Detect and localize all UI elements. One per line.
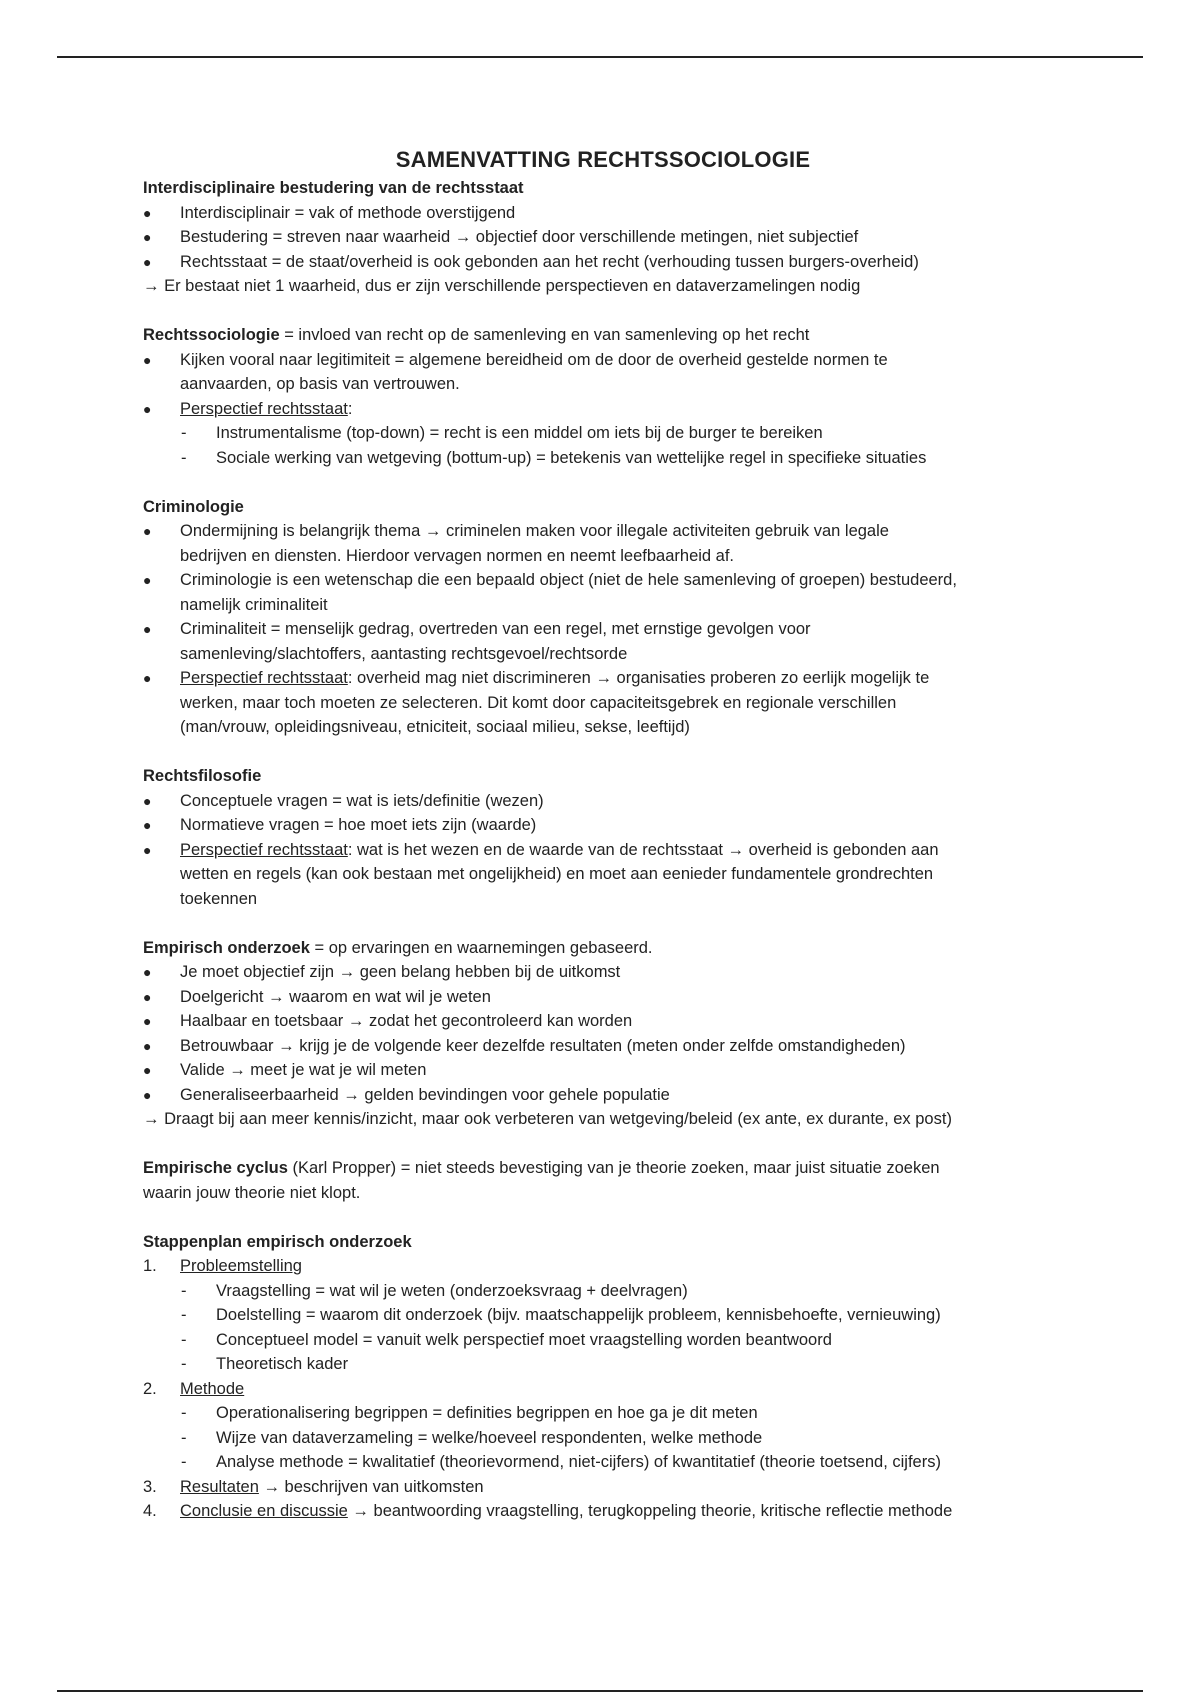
dash-icon: - bbox=[181, 1428, 187, 1447]
bullet-icon: ● bbox=[143, 253, 152, 270]
conclusion-line: → Draagt bij aan meer kennis/inzicht, maar ook verbeteren van wetgeving/beleid (ex ante, ex durante, ex post) bbox=[143, 1110, 952, 1128]
bullet-list bbox=[143, 789, 1063, 912]
bullet-icon: ● bbox=[143, 400, 152, 417]
sub-list-item: - Analyse methode = kwalitatief (theorievormend, niet-cijfers) of kwantitatief (theorie toetsend, cijfers) bbox=[143, 1450, 1063, 1475]
list-item: ● Perspectief rechtsstaat: overheid mag niet discrimineren → organisaties proberen zo eerlijk mogelijk te werken, maar toch moeten ze selecteren. Dit komt door capaciteitsgebrek en regionale verschillen (man/vrouw, opleidingsniveau, etniciteit, sociaal milieu, sekse, leeftijd) bbox=[143, 666, 1063, 740]
step-item: 1. Probleemstelling bbox=[143, 1254, 1063, 1279]
list-item bbox=[143, 201, 1063, 226]
dash-icon: - bbox=[181, 424, 187, 442]
sub-list-item: - Doelstelling = waarom dit onderzoek (bijv. maatschappelijk probleem, kennisbehoefte, vernieuwing) bbox=[143, 1303, 1063, 1328]
bullet-icon: ● bbox=[143, 1086, 152, 1103]
section-heading: Rechtssociologie = invloed van recht op de samenleving en van samenleving op het recht bbox=[143, 326, 810, 344]
numbered-list bbox=[143, 1254, 1063, 1524]
bullet-icon: ● bbox=[143, 1013, 152, 1029]
conclusion-line: → Er bestaat niet 1 waarheid, dus er zijn verschillende perspectieven en dataverzamelingen nodig bbox=[143, 277, 861, 295]
list-item: ● Je moet objectief zijn → geen belang hebben bij de uitkomst bbox=[143, 960, 1063, 985]
bullet-icon: ● bbox=[143, 229, 152, 245]
bullet-icon: ● bbox=[143, 1037, 152, 1054]
list-item-text: Rechtsstaat = de staat/overheid is ook gebonden aan het recht (verhouding tussen burgers-overheid) bbox=[180, 252, 919, 271]
list-item: ● Doelgericht → waarom en wat wil je weten bbox=[143, 985, 1063, 1010]
bullet-icon: ● bbox=[143, 572, 152, 588]
list-item: ● Betrouwbaar → krijg je de volgende keer dezelfde resultaten (meten onder zelfde omstandigheden) bbox=[143, 1034, 1063, 1059]
step-item: 2. Methode bbox=[143, 1377, 1063, 1402]
section-heading: Empirisch onderzoek = op ervaringen en waarnemingen gebaseerd. bbox=[143, 938, 653, 957]
section-criminologie bbox=[143, 495, 1063, 740]
list-item: ● Perspectief rechtsstaat: wat is het wezen en de waarde van de rechtsstaat → overheid is gebonden aan wetten en regels (kan ook bestaan met ongelijkheid) en moet aan eenieder fundamentele grondrechten toekennen bbox=[143, 838, 1063, 912]
dash-icon: - bbox=[181, 1330, 187, 1349]
step-item: 3. Resultaten → beschrijven van uitkomsten bbox=[143, 1475, 1063, 1500]
section-rechtsfilosofie bbox=[143, 764, 1063, 911]
list-item: ● Generaliseerbaarheid → gelden bevindingen voor gehele populatie bbox=[143, 1083, 1063, 1108]
step-number: 2. bbox=[143, 1379, 157, 1398]
list-item: ● Normatieve vragen = hoe moet iets zijn (waarde) bbox=[143, 813, 1063, 838]
bullet-list bbox=[143, 519, 1063, 740]
list-item-text: Interdisciplinair = vak of methode overstijgend bbox=[180, 203, 516, 222]
list-item-text: Bestudering = streven naar waarheid → objectief door verschillende metingen, niet subjectief bbox=[180, 228, 859, 246]
sub-list-item: - Vraagstelling = wat wil je weten (onderzoeksvraag + deelvragen) bbox=[143, 1279, 1063, 1304]
step-number: 3. bbox=[143, 1477, 157, 1496]
bullet-list bbox=[143, 960, 1063, 1107]
bullet-icon: ● bbox=[143, 817, 152, 833]
list-item: ● Haalbaar en toetsbaar → zodat het gecontroleerd kan worden bbox=[143, 1009, 1063, 1034]
dash-icon: - bbox=[181, 1355, 187, 1373]
bullet-icon: ● bbox=[143, 792, 152, 809]
bullet-icon: ● bbox=[143, 1062, 152, 1078]
bullet-list bbox=[143, 201, 1063, 275]
paragraph-line: Empirische cyclus (Karl Propper) = niet steeds bevestiging van je theorie zoeken, maar juist situatie zoeken bbox=[143, 1159, 940, 1177]
list-item: ● Criminologie is een wetenschap die een bepaald object (niet de hele samenleving of groepen) bestudeerd, namelijk criminaliteit bbox=[143, 568, 1063, 617]
bottom-rule bbox=[57, 1690, 1143, 1692]
dash-icon: - bbox=[181, 448, 187, 467]
list-item bbox=[143, 250, 1063, 275]
dash-icon: - bbox=[181, 1453, 187, 1471]
sub-list-item: - Sociale werking van wetgeving (bottum-up) = betekenis van wettelijke regel in specifieke situaties bbox=[143, 446, 1063, 471]
top-rule bbox=[57, 56, 1143, 58]
list-item: ● Kijken vooral naar legitimiteit = algemene bereidheid om de door de overheid gestelde normen te aanvaarden, op basis van vertrouwen. bbox=[143, 348, 1063, 397]
section-heading: Interdisciplinaire bestudering van de rechtsstaat bbox=[143, 179, 524, 197]
list-item: ● Criminaliteit = menselijk gedrag, overtreden van een regel, met ernstige gevolgen voor samenleving/slachtoffers, aantasting rechtsgevoel/rechtsorde bbox=[143, 617, 1063, 666]
list-item bbox=[143, 225, 1063, 250]
bullet-icon: ● bbox=[143, 964, 152, 980]
step-number: 4. bbox=[143, 1502, 157, 1520]
sub-list-item: - Operationalisering begrippen = definities begrippen en hoe ga je dit meten bbox=[143, 1401, 1063, 1426]
bullet-icon: ● bbox=[143, 670, 152, 686]
step-item: 4. Conclusie en discussie → beantwoording vraagstelling, terugkoppeling theorie, kritische reflectie methode bbox=[143, 1499, 1063, 1524]
sub-list-item: - Instrumentalisme (top-down) = recht is een middel om iets bij de burger te bereiken bbox=[143, 421, 1063, 446]
list-item: ● Ondermijning is belangrijk thema → criminelen maken voor illegale activiteiten gebruik van legale bedrijven en diensten. Hierdoor vervagen normen en neemt leefbaarheid af. bbox=[143, 519, 1063, 568]
document-title: SAMENVATTING RECHTSSOCIOLOGIE bbox=[395, 147, 811, 172]
section-empirisch-onderzoek bbox=[143, 936, 1063, 1132]
bullet-icon: ● bbox=[143, 988, 152, 1005]
dash-icon: - bbox=[181, 1404, 187, 1422]
bullet-icon: ● bbox=[143, 523, 152, 539]
bullet-list bbox=[143, 348, 1063, 471]
list-item: ● Perspectief rechtsstaat: bbox=[143, 397, 1063, 422]
dash-icon: - bbox=[181, 1306, 187, 1324]
paragraph-line: waarin jouw theorie niet klopt. bbox=[143, 1183, 361, 1202]
section-heading: Rechtsfilosofie bbox=[143, 767, 262, 785]
list-item: ● Valide → meet je wat je wil meten bbox=[143, 1058, 1063, 1083]
sub-list-item: - Wijze van dataverzameling = welke/hoeveel respondenten, welke methode bbox=[143, 1426, 1063, 1451]
bullet-icon: ● bbox=[143, 841, 152, 858]
sub-list-item: - Theoretisch kader bbox=[143, 1352, 1063, 1377]
section-interdisciplinair bbox=[143, 176, 1063, 299]
bullet-icon: ● bbox=[143, 351, 152, 368]
step-number: 1. bbox=[143, 1257, 157, 1275]
section-stappenplan bbox=[143, 1230, 1063, 1524]
dash-icon: - bbox=[181, 1281, 187, 1300]
bullet-icon: ● bbox=[143, 621, 152, 637]
bullet-icon: ● bbox=[143, 204, 152, 221]
section-heading: Stappenplan empirisch onderzoek bbox=[143, 1232, 412, 1251]
section-heading: Criminologie bbox=[143, 497, 244, 516]
list-item: ● Conceptuele vragen = wat is iets/definitie (wezen) bbox=[143, 789, 1063, 814]
section-empirische-cyclus bbox=[143, 1156, 1063, 1205]
section-rechtssociologie bbox=[143, 323, 1063, 470]
sub-list-item: - Conceptueel model = vanuit welk perspectief moet vraagstelling worden beantwoord bbox=[143, 1328, 1063, 1353]
document-page bbox=[143, 146, 1063, 1548]
